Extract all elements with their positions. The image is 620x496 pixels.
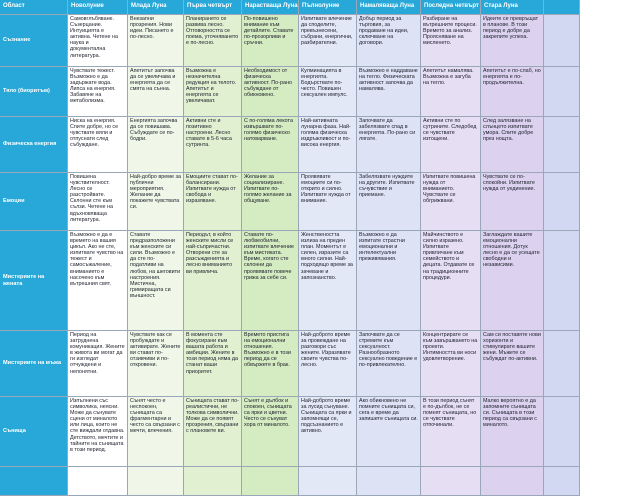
row-label-filler: [0, 467, 68, 496]
table-cell: Най-доброто време за лусид сънуване. Сънищата са ярки и запомнящи се, подсъзнанието е активно.: [299, 397, 357, 467]
table-cell: Проявявате емоциите си по-открито и силно. Изпитвате нужда от внимание.: [299, 173, 357, 231]
table-cell-filler: [544, 331, 580, 397]
header-phase-first-quarter: Първа четвърт: [184, 0, 242, 15]
table-cell: Разбиране на вътрешните процеси. Времето за анализ. Проясняване на мисленето.: [421, 15, 481, 67]
table-cell: С по-голяма лекота извършвате по-голямо физическо натоварване.: [242, 117, 299, 173]
table-cell: В този период сънят е по-дълбок, не се помнят сънищата, но се чувствате отпочинали.: [421, 397, 481, 467]
table-cell-filler: [544, 173, 580, 231]
table-cell: Заглаждате вашите емоционални отношения. Дотук лесно е да се усещате свободни и независими.: [481, 231, 544, 331]
table-cell-filler: [481, 467, 544, 496]
table-cell: Изпитвате влечение да споделите, превъзнесени, събрани, енергични, разбирателни.: [299, 15, 357, 67]
table-cell: Започвате да се стремите към сексуалност. Разнообразното сексуално поведение е по-привлекателно.: [357, 331, 421, 397]
table-cell-filler: [299, 467, 357, 496]
header-phase-full-moon: Пълнолуние: [299, 0, 357, 15]
table-cell: Най-активната лунарна фаза. Най-голяма физическа издръжливост и по-висока енергия.: [299, 117, 357, 173]
header-area: Област: [0, 0, 68, 15]
row-label-consciousness: Съзнание: [0, 15, 68, 67]
table-cell: Започвате да забелязвате спад в енергията. По-рано си лягате.: [357, 117, 421, 173]
table-cell: Добър период за търговия, за продаване на идеи, сключване на договори.: [357, 15, 421, 67]
table-cell: Възможно е да изпитате страстни емоционални и интелектуални преживявания.: [357, 231, 421, 331]
table-cell: Период на затруднена комуникация. Жените в живота ви могат да ги изгледат отчуждени и непонятни.: [68, 331, 128, 397]
table-cell: Самовглъбяване. Съзерцание. Интуицията е активна. Четене на наука и документална литература.: [68, 15, 128, 67]
table-cell: Енергията започва да се повишава. Събуждате се по-бодри.: [128, 117, 184, 173]
header-phase-new-moon: Новолуние: [68, 0, 128, 15]
header-phase-young-moon: Млада Луна: [128, 0, 184, 15]
table-cell: Сънят е дълбок и спокоен, сънищата са ярки и цветни. Често се сънуват хора от миналото.: [242, 397, 299, 467]
table-cell-filler: [544, 117, 580, 173]
header-phase-waning: Намаляваща Луна: [357, 0, 421, 15]
table-cell: Ставате по-любвеобилни, изпитвате влечение към мистиката. Време, когато сте склонни да проявявате повече грижа за себе си.: [242, 231, 299, 331]
table-cell: Апетитът е по-слаб, но енергията е по-продължителна.: [481, 67, 544, 117]
row-label-emotions: Емоции: [0, 173, 68, 231]
table-cell: По-повишено внимание към детайлите. Ставате по-прозорливи и сръчни.: [242, 15, 299, 67]
table-cell: Майчинството е силно изразено. Изпитвате привличане към семейството и децата. Отдавате се на традиционните процедури.: [421, 231, 481, 331]
row-label-body: Тяло (биоритъм): [0, 67, 68, 117]
table-cell: Необходимост от физическа активност. По-рано събуждане от обикновено.: [242, 67, 299, 117]
table-cell: Апетитът намалява. Възможна е загуба на тегло.: [421, 67, 481, 117]
table-cell: След залязване на слънцето изпитвате умора. Спите добре през нощта.: [481, 117, 544, 173]
table-cell: Изпитвате повишена нужда от вниманието. Чувствате се обгрижвани.: [421, 173, 481, 231]
table-cell-filler: [421, 467, 481, 496]
table-cell: Ако обикновено не помните сънищата си, сега е време да запишете сънищата си.: [357, 397, 421, 467]
table-cell-filler: [544, 467, 580, 496]
table-cell-filler: [242, 467, 299, 496]
table-cell: Възможна е незначителна редукция на телото. Апетитът и енергията се увеличават.: [184, 67, 242, 117]
table-cell: Малко вероятно е да запомните сънищата си. Сънищата в този период са свързани с миналото.: [481, 397, 544, 467]
table-cell-filler: [544, 67, 580, 117]
table-cell: Активни сте и позитивно настроени. Лесно ставате в 5-6 часа сутринта.: [184, 117, 242, 173]
table-cell: Възможно е да е времето на вашия цикъл. Ако не сте, изпитвате чувство на тежест и самосъжаление, вниманието е насочено към вътрешния свят.: [68, 231, 128, 331]
table-cell: Периодът, в който женските мисли се най-съпричастни. Отворени сте за разсъжденията и лесно вниманието ви привлича.: [184, 231, 242, 331]
row-label-physical-energy: Физическа енергия: [0, 117, 68, 173]
table-cell: Идеите се превръщат в планове. В този период е добре да закрепите успеха.: [481, 15, 544, 67]
table-cell-filler: [68, 467, 128, 496]
header-filler: [544, 0, 580, 15]
table-cell: Сънищата стават по-реалистични, не толкова символични. Може да се появят прозрения, свързани с плановете ви.: [184, 397, 242, 467]
table-cell: Изпълнени със символика, неясни. Може да сънувате сцени от миналото или лица, които не сте виждали отдавна. Детството, мечтите и тайните на сънищата в този период.: [68, 397, 128, 467]
table-cell: Най-добро време за публични мероприятия. Желание да покажете чувствата си.: [128, 173, 184, 231]
table-cell: Времето пристига на емоционални отношения. Възможно е в този период да се обвържете в брак.: [242, 331, 299, 397]
table-cell: Чувствате се по-спокойни. Изпитвате нужда от уединение.: [481, 173, 544, 231]
row-label-dreams: Сънища: [0, 397, 68, 467]
table-cell-filler: [544, 397, 580, 467]
table-cell: Сънят често е неспокоен, сънищата са фрагментарни и често са свързани с мечти, влечения.: [128, 397, 184, 467]
header-phase-waxing: Нарастваща Луна: [242, 0, 299, 15]
table-cell: Внезапни прозрения. Нови идеи. Писането е по-лесно.: [128, 15, 184, 67]
table-cell: Чувствате как се пробуждате и активирате. Жените ви стават по-отзивчиви и по-откровени.: [128, 331, 184, 397]
table-cell: Сам си поставяте нови хоризонти и стимулирате вашите жени. Мъжете се събуждат по-активни.: [481, 331, 544, 397]
table-cell: Ставате предразположени към женските си сили. Възможно е да сте по-податливи на любов, на шеговити настроения. Мистична, гримиращата си външност.: [128, 231, 184, 331]
header-phase-old-moon: Стара Луна: [481, 0, 544, 15]
table-cell-filler: [544, 231, 580, 331]
table-cell: Концентрирате се към завършването на проекти. Интимността ви носи удовлетворение.: [421, 331, 481, 397]
table-cell: Най-доброто време за провеждане на разговори със жените. Изразявате своите чувства по-лесно.: [299, 331, 357, 397]
table-cell: Апетитът започва да се увеличава и енергията да се смята на сънна.: [128, 67, 184, 117]
table-cell-filler: [544, 15, 580, 67]
table-cell: Активни сте по сутрините. Следобед се чувствате изтощени.: [421, 117, 481, 173]
table-cell: Чувствате тежест. Възможно е да задържате вода. Липса на енергия. Забавяне на метаболизма.: [68, 67, 128, 117]
table-cell: Женствеността излиза на преден план. Моментът е силен, изразите са много силни. Най-подходящо време за зачеване и запознанство.: [299, 231, 357, 331]
table-cell: Планирането се развива лесно. Отговорността се поема, уточняването е по-лесно.: [184, 15, 242, 67]
table-cell: Желание за социализиране. Изпитвате по-голямо желание за общуване.: [242, 173, 299, 231]
row-label-womens-mysteries: Мистериите на жената: [0, 231, 68, 331]
table-cell: Забелязвате нуждите на другите. Изпитвате съчувствие и приемане.: [357, 173, 421, 231]
header-phase-last-quarter: Последна четвърт: [421, 0, 481, 15]
table-cell-filler: [128, 467, 184, 496]
table-cell: В момента сте фокусирани към вашата работа и амбиции. Жените в този период няма да станат ваши приоритет.: [184, 331, 242, 397]
table-cell: Възможно е наддаване на тегло. Физическата активност започва да намалява.: [357, 67, 421, 117]
table-cell: Кулминацията в енергията. Бодърствате по-често. Повишен сексуален импулс.: [299, 67, 357, 117]
table-cell: Емоциите стават по-балансирани. Изпитвате нужда от свобода и изразяване.: [184, 173, 242, 231]
table-cell: Повишена чувствителност. Лесно се разстройвате. Склонни сте към сълзи. Четене на вдъхновяваща литература.: [68, 173, 128, 231]
table-cell: Ниска на енергия. Спите добре, но се чувствате вяли и отпуснати след събуждане.: [68, 117, 128, 173]
row-label-mens-mysteries: Мистериите на мъжа: [0, 331, 68, 397]
table-cell-filler: [357, 467, 421, 496]
table-cell-filler: [184, 467, 242, 496]
